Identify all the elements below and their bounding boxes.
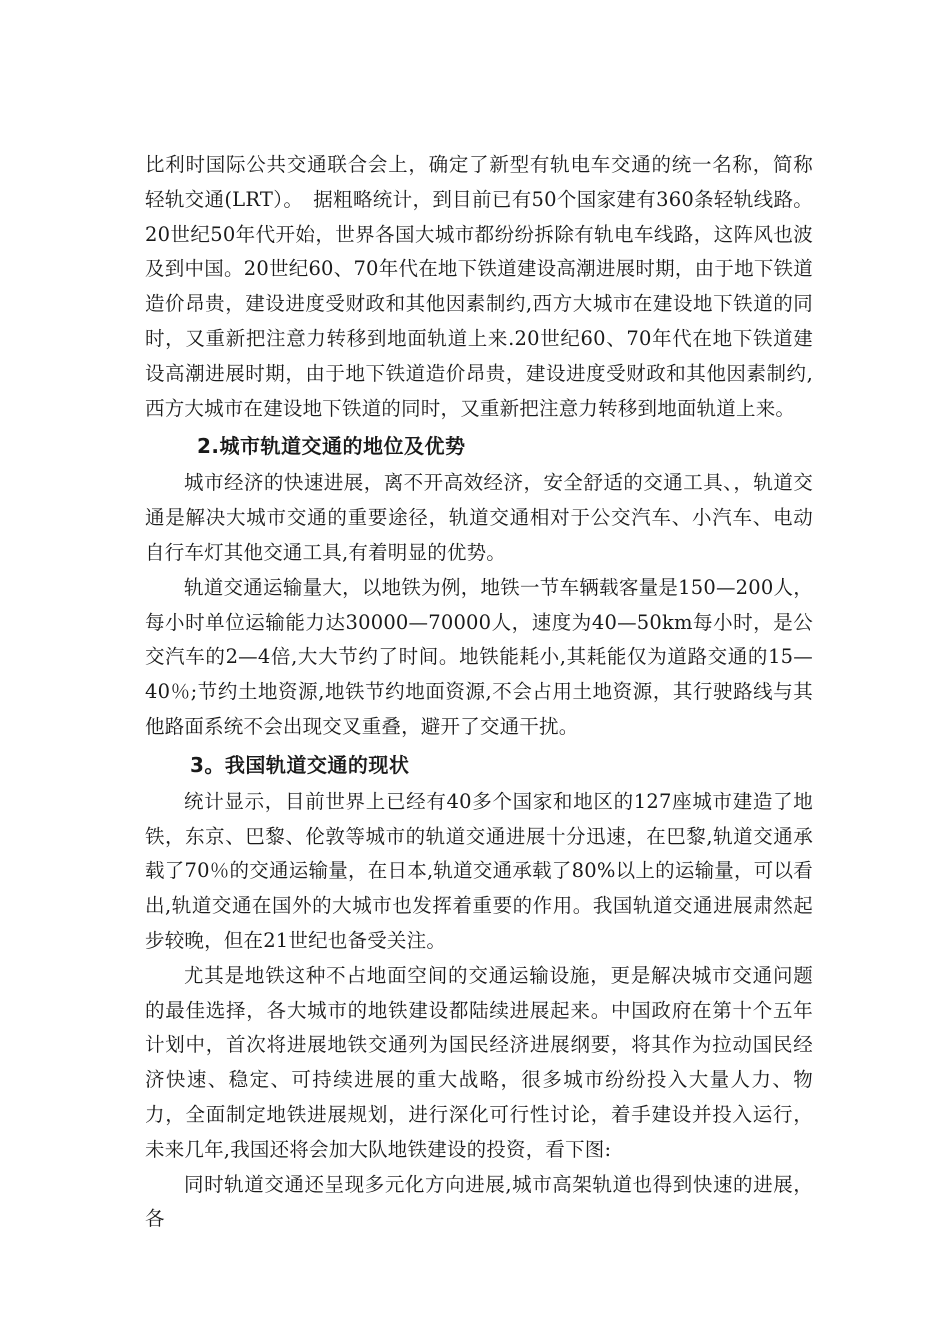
section-heading-china-status: 3。我国轨道交通的现状: [190, 752, 410, 777]
paragraph-diversification: 同时轨道交通还呈现多元化方向进展,城市高架轨道也得到快速的进展，各: [145, 1172, 813, 1231]
paragraph-statistics: 统计显示，目前世界上已经有40多个国家和地区的127座城市建造了地铁，东京、巴黎、伦敦等城市的轨道交通进展十分迅速，在巴黎,轨道交通承载了70％的交通运输量，在日本,轨道交通承载了80%以上的运输量，可以看出,轨道交通在国外的大城市也发挥着重要的作用。我国轨道交通进展肃然起步较晚，但在21世纪也备受关注。: [145, 789, 813, 952]
document-body: [145, 148, 813, 1237]
section-heading-status-advantages: 2.城市轨道交通的地位及优势: [197, 434, 466, 459]
paragraph-capacity: 轨道交通运输量大，以地铁为例，地铁一节车辆载客量是150—200人，每小时单位运输能力达30000—70000人，速度为40—50km每小时，是公交汽车的2—4倍,大大节约了时间。地铁能耗小,其耗能仅为道路交通的15—40％;节约土地资源,地铁节约地面资源,不会占用土地资源，其行驶路线与其他路面系统不会出现交叉重叠，避开了交通干扰。: [145, 575, 813, 738]
paragraph-importance: 城市经济的快速进展，离不开高效经济，安全舒适的交通工具、，轨道交通是解决大城市交通的重要途径，轨道交通相对于公交汽车、小汽车、电动自行车灯其他交通工具,有着明显的优势。: [145, 471, 813, 564]
paragraph-lrt-history: 比利时国际公共交通联合会上，确定了新型有轨电车交通的统一名称，简称轻轨交通(LRT）。 据粗略统计，到目前已有50个国家建有360条轻轨线路。20世纪50年代开始，世界各国大城市都纷纷拆除有轨电车线路，这阵风也波及到中国。20世纪60、70年代在地下铁道建设高潮进展时期，由于地下铁道造价昂贵，建设进度受财政和其他因素制约,西方大城市在建设地下铁道的同时，又重新把注意力转移到地面轨道上来.20世纪60、70年代在地下铁道建设高潮进展时期，由于地下铁道造价昂贵，建设进度受财政和其他因素制约,西方大城市在建设地下铁道的同时，又重新把注意力转移到地面轨道上来。: [145, 153, 813, 420]
paragraph-subway-policy: 尤其是地铁这种不占地面空间的交通运输设施，更是解决城市交通问题的最佳选择，各大城市的地铁建设都陆续进展起来。中国政府在第十个五年计划中，首次将进展地铁交通列为国民经济进展纲要，将其作为拉动国民经济快速、稳定、可持续进展的重大战略，很多城市纷纷投入大量人力、物力，全面制定地铁进展规划，进行深化可行性讨论，着手建设并投入运行，未来几年,我国还将会加大队地铁建设的投资，看下图:: [145, 963, 813, 1161]
